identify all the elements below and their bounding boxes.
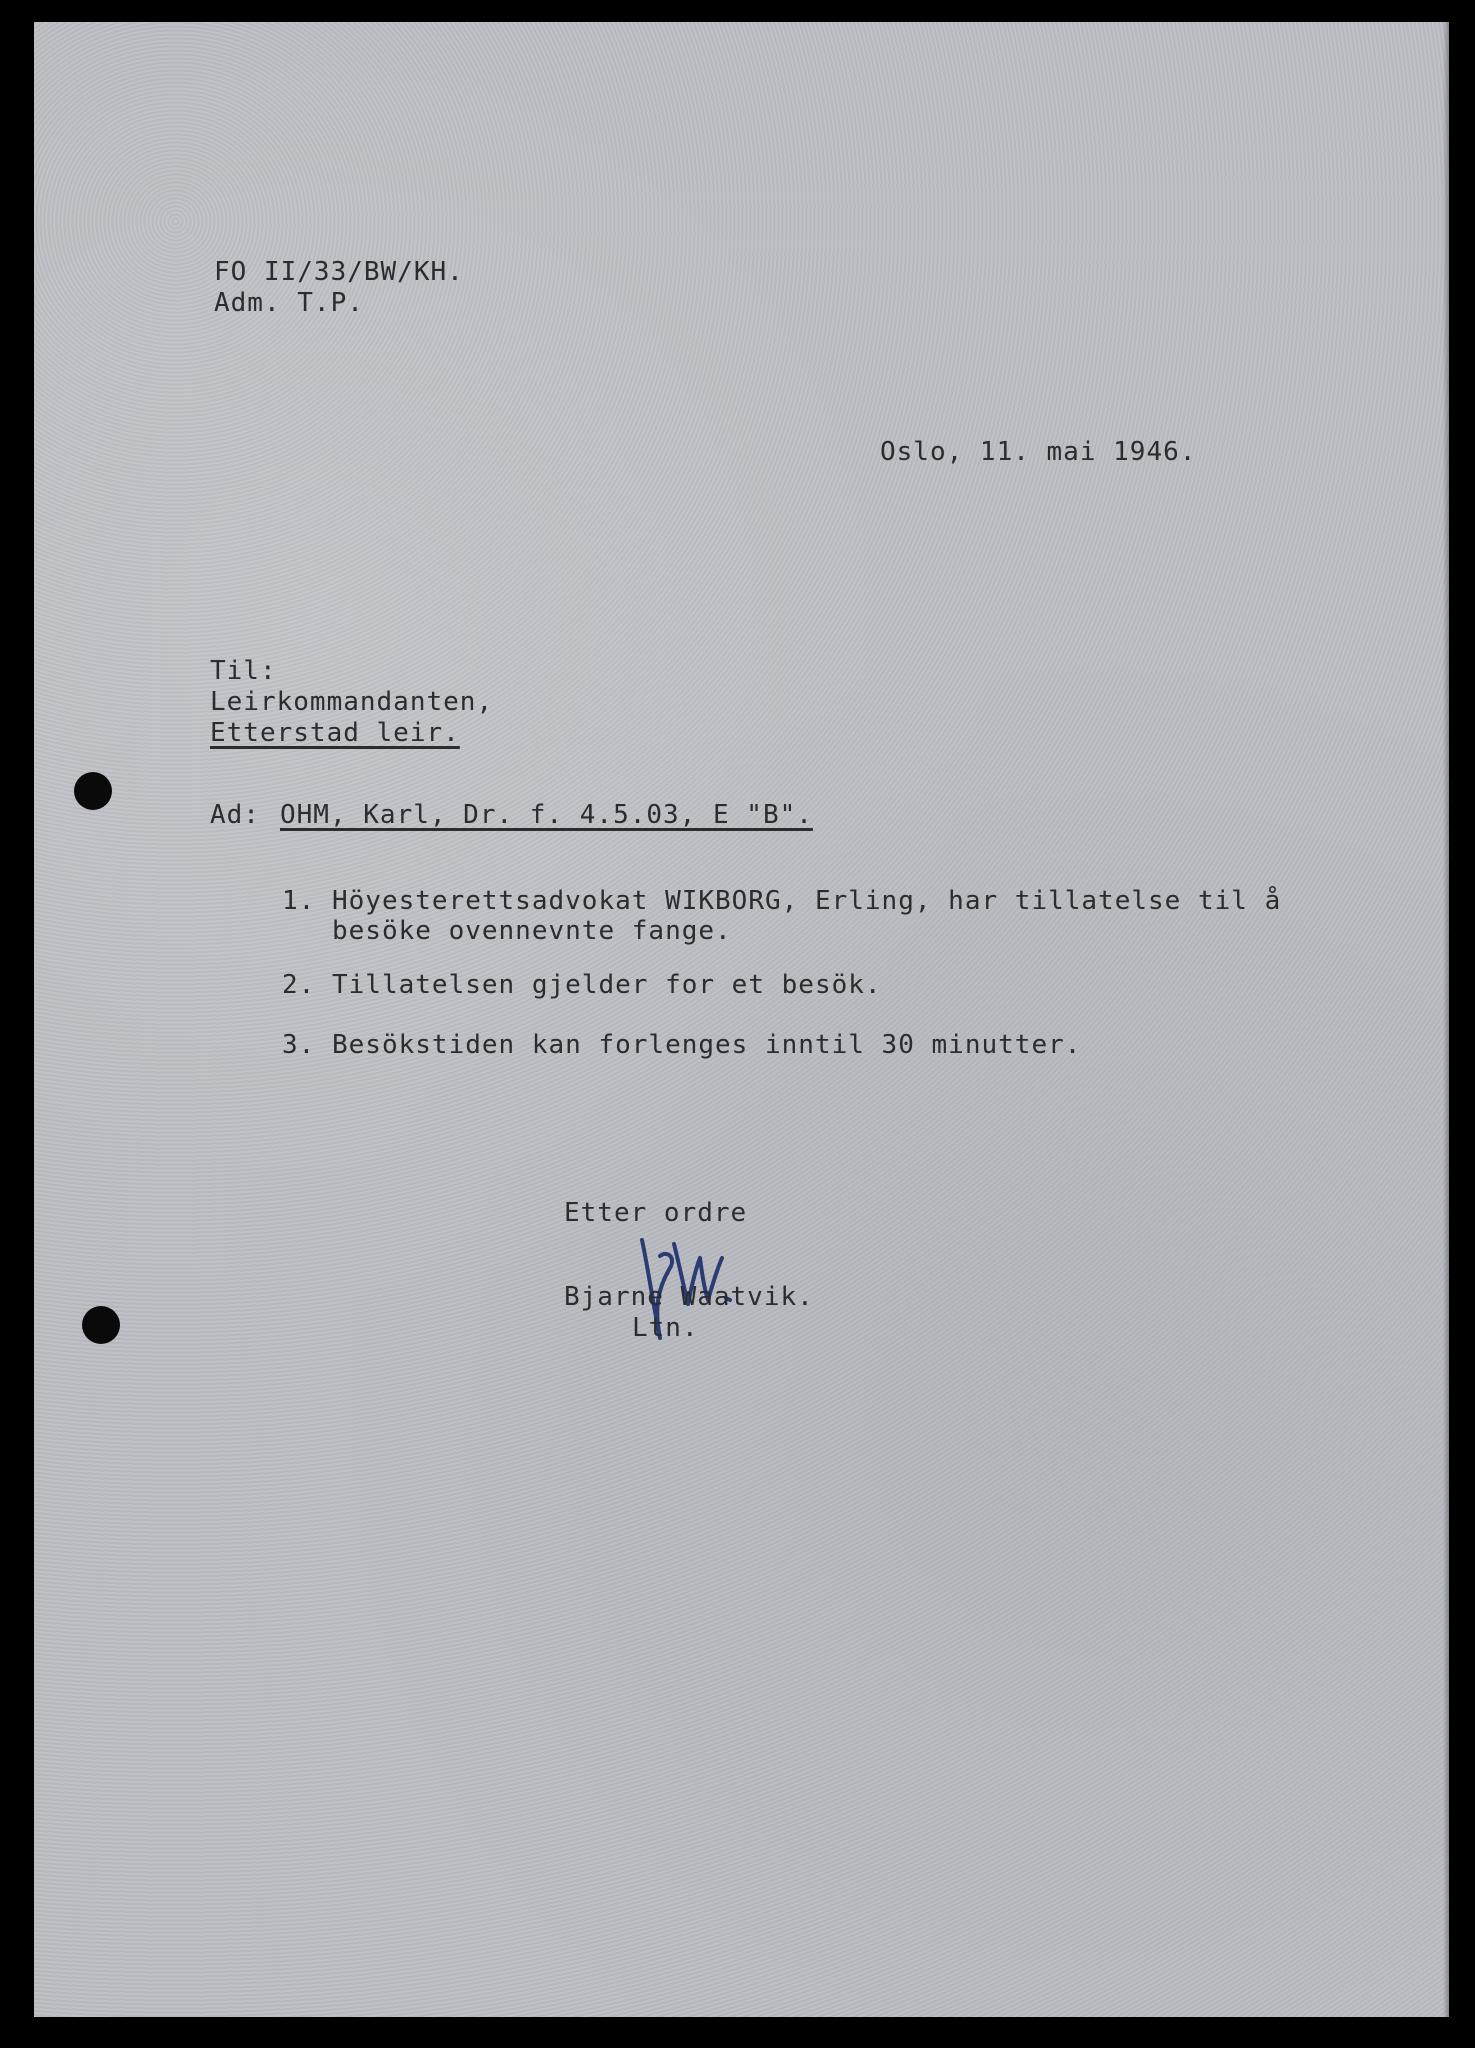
subject-line: OHM, Karl, Dr. f. 4.5.03, E "B". (280, 800, 813, 830)
recipient-line-2: Etterstad leir. (210, 718, 460, 748)
signer-rank: Ltn. (632, 1313, 699, 1343)
item-3-number: 3. (282, 1030, 316, 1060)
punch-hole-lower (82, 1306, 120, 1344)
closing-line: Etter ordre (564, 1198, 748, 1228)
item-2-line-1: Tillatelsen gjelder for et besök. (332, 970, 882, 1000)
item-1-number: 1. (282, 886, 316, 916)
signer-name: Bjarne Waatvik. (564, 1282, 814, 1312)
to-label: Til: (210, 656, 277, 686)
recipient-line-1: Leirkommandanten, (210, 687, 494, 717)
item-2-number: 2. (282, 970, 316, 1000)
punch-hole-upper (74, 772, 112, 810)
item-3-line-1: Besökstiden kan forlenges inntil 30 minutter. (332, 1030, 1082, 1060)
item-1-line-2: besöke ovennevnte fange. (332, 916, 732, 946)
paper-edge-shadow (1443, 22, 1449, 2017)
reference-line-1: FO II/33/BW/KH. (214, 257, 464, 287)
document-page (34, 22, 1449, 2017)
reference-line-2: Adm. T.P. (214, 288, 364, 318)
date-line: Oslo, 11. mai 1946. (880, 437, 1197, 467)
subject-prefix: Ad: (210, 800, 260, 830)
item-1-line-1: Höyesterettsadvokat WIKBORG, Erling, har tillatelse til å (332, 886, 1282, 916)
